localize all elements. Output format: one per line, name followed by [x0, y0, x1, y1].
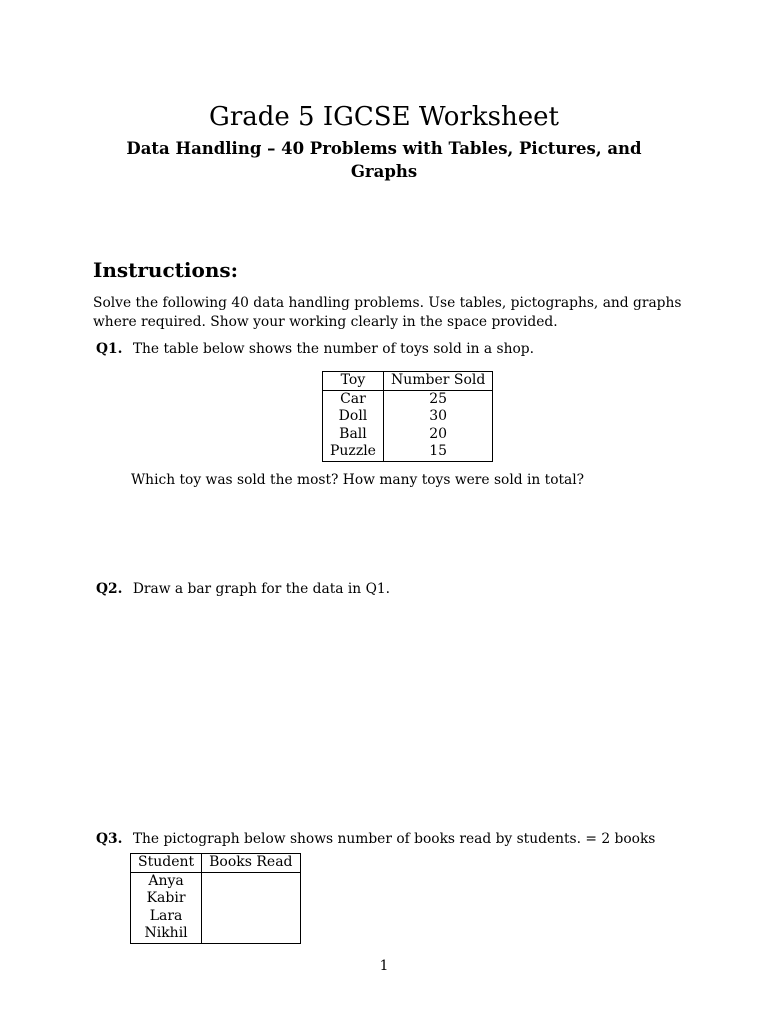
question-1 [96, 340, 534, 359]
instructions-heading: Instructions: [93, 258, 239, 282]
table-header-number-sold: Number Sold [383, 372, 492, 391]
table-header-books-read: Books Read [202, 854, 300, 873]
page-number: 1 [379, 958, 389, 974]
worksheet-title: Grade 5 IGCSE Worksheet [209, 102, 559, 132]
worksheet-subtitle: Data Handling – 40 Problems with Tables, Pictures, and Graphs [126, 139, 642, 181]
table-cell-student: Kabir [131, 890, 202, 908]
table-row [131, 872, 301, 890]
table-cell-number: 25 [429, 390, 448, 407]
question-2-text: Draw a bar graph for the data in Q1. [132, 581, 391, 597]
table-cell-toy: Ball [323, 426, 384, 444]
table-row [323, 390, 493, 408]
table-row [131, 908, 301, 926]
table-cell-books [202, 925, 300, 943]
books-read-pictograph [130, 853, 301, 944]
table-cell-number: 20 [429, 425, 448, 442]
table-cell-number: 15 [429, 443, 448, 459]
table-cell-books [202, 908, 300, 926]
table-cell-toy: Car [323, 390, 384, 408]
table-row [323, 443, 493, 461]
table-cell-books [202, 872, 300, 890]
table-header-row [131, 854, 301, 873]
table-cell-toy: Doll [323, 408, 384, 426]
table-cell-books [202, 890, 300, 908]
table-header-student: Student [131, 854, 202, 873]
question-1-text: The table below shows the number of toys sold in a shop. [132, 341, 535, 357]
table-row [131, 890, 301, 908]
table-cell-student: Nikhil [131, 925, 202, 943]
question-3-text: The pictograph below shows number of books read by students. = 2 books [132, 831, 656, 847]
table-row [323, 408, 493, 426]
table-header-toy: Toy [323, 372, 384, 391]
question-1-followup: Which toy was sold the most? How many toys were sold in total? [131, 472, 585, 488]
table-row [323, 426, 493, 444]
table-cell-toy: Puzzle [323, 443, 384, 461]
table-cell-number: 30 [429, 408, 448, 424]
table-cell-student: Lara [131, 908, 202, 926]
question-1-number: Q1. [96, 341, 123, 357]
table-header-row [323, 372, 493, 391]
toys-sold-table [322, 371, 493, 462]
question-3 [96, 830, 655, 849]
table-row [131, 925, 301, 943]
instructions-text: Solve the following 40 data handling problems. Use tables, pictographs, and graphs where required. Show your working clearly in the space provided. [93, 295, 682, 330]
question-2-number: Q2. [96, 581, 123, 597]
question-3-number: Q3. [96, 831, 123, 847]
question-2 [96, 580, 390, 599]
table-cell-student: Anya [131, 872, 202, 890]
